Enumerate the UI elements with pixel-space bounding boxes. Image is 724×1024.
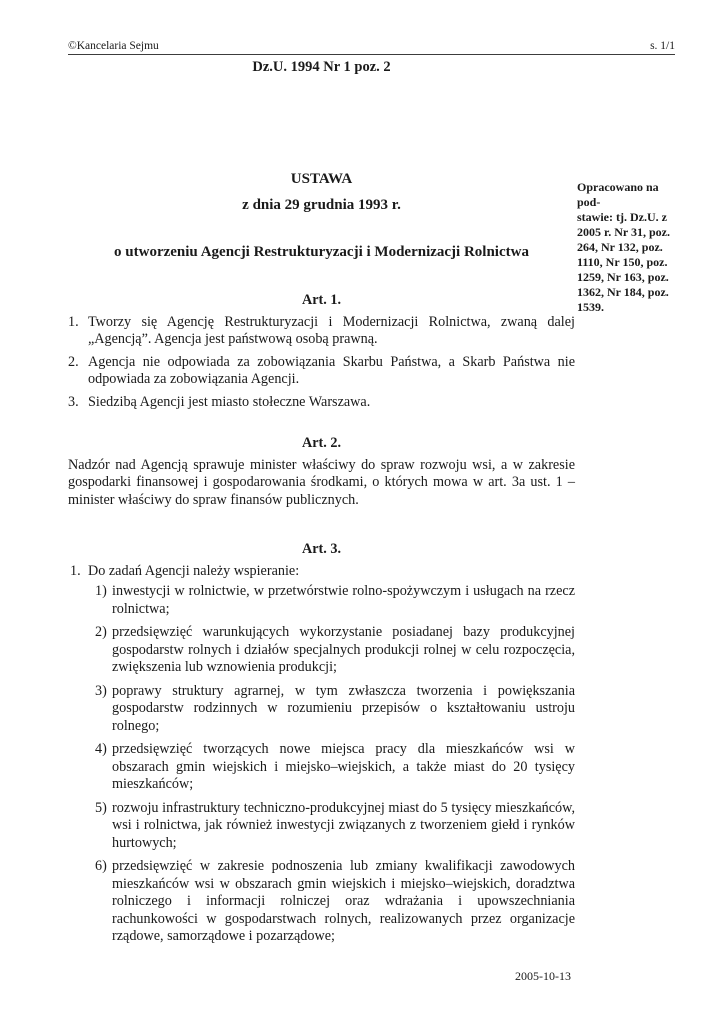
list-item <box>68 314 575 349</box>
article-2-heading: Art. 2. <box>301 435 341 451</box>
list-item <box>68 741 575 794</box>
item-marker: 1) <box>95 583 107 599</box>
item-text: Tworzy się Agencję Restrukturyzacji i Modernizacji Rolnictwa, zwaną dalej „Agencją”. Agencja jest państwową osobą prawną. <box>88 313 575 347</box>
item-marker: 5) <box>95 799 107 816</box>
side-note-line: Opracowano na pod- <box>577 180 659 209</box>
side-note-line: 1259, Nr 163, poz. <box>577 270 669 284</box>
list-item <box>68 583 575 618</box>
item-text: Do zadań Agencji należy wspieranie: <box>88 562 300 579</box>
item-text: rozwoju infrastruktury techniczno-produkcyjnej miast do 5 tysięcy mieszkańców, wsi i rolnictwa, jak również inwestycji związanych z tworzeniem giełd i rynków hurtowych; <box>112 799 575 851</box>
side-note-line: 2005 r. Nr 31, poz. <box>577 225 670 239</box>
law-type-title: USTAWA <box>290 171 353 187</box>
side-note-line: 1539. <box>577 300 604 314</box>
item-text: przedsięwzięć w zakresie podnoszenia lub zmiany kwalifikacji zawodowych mieszkańców wsi w obszarach gmin wiejskich i miejsko–wiejskich, doradztwa rolniczego i informacji rolniczej oraz wdrażania i upowszechniania rachunkowości w gospodarstwach rolnych, realizowanych przez organizacje rządowe, samorządowe i pozarządowe; <box>112 858 575 944</box>
article-3-section <box>68 541 575 946</box>
law-date-line: z dnia 29 grudnia 1993 r. <box>242 197 401 213</box>
item-text: przedsięwzięć warunkujących wykorzystanie posiadanej bazy produkcyjnej gospodarstw rolnych i działów specjalnych produkcji rolnej w celu rozpoczęcia, zwiększenia lub wznowienia produkcji; <box>112 624 575 675</box>
item-marker: 1. <box>68 313 79 330</box>
page-header <box>68 40 675 55</box>
list-item <box>68 394 575 412</box>
list-item <box>68 354 575 389</box>
side-note <box>577 180 677 315</box>
side-note-line: 1362, Nr 184, poz. <box>577 285 669 299</box>
copyright-label: ©Kancelaria Sejmu <box>68 40 159 52</box>
item-marker: 3. <box>68 393 79 410</box>
item-marker: 2. <box>68 353 79 370</box>
doc-number-title: Dz.U. 1994 Nr 1 poz. 2 <box>252 59 391 75</box>
side-note-line: 1110, Nr 150, poz. <box>577 255 668 269</box>
item-text: Siedzibą Agencji jest miasto stołeczne Warszawa. <box>88 393 371 410</box>
item-text: inwestycji w rolnictwie, w przetwórstwie rolno-spożywczym i usługach na rzecz rolnictwa; <box>112 583 575 617</box>
page-number-label: s. 1/1 <box>650 40 675 52</box>
article-2-section <box>68 435 575 509</box>
article-3-heading: Art. 3. <box>301 541 341 557</box>
article-1-section <box>68 292 575 411</box>
item-marker: 3) <box>95 682 107 699</box>
item-text: przedsięwzięć tworzących nowe miejsca pracy dla mieszkańców wsi w obszarach gmin wiejskich i miejsko–wiejskich, a także miast do 20 tysięcy mieszkańców; <box>112 741 575 792</box>
item-marker: 2) <box>95 624 107 640</box>
article-1-heading: Art. 1. <box>301 292 341 308</box>
item-marker: 1. <box>70 562 81 579</box>
item-marker: 6) <box>95 858 107 874</box>
article-2-body: Nadzór nad Agencją sprawuje minister właściwy do spraw rozwoju wsi, a w zakresie gospodarki finansowej i gospodarowania środkami, o których mowa w art. 3a ust. 1 – minister właściwy do spraw finansów publicznych. <box>68 456 575 508</box>
side-note-line: stawie: tj. Dz.U. z <box>577 210 667 224</box>
list-item <box>68 624 575 677</box>
article-3-intro <box>68 563 575 581</box>
list-item <box>68 858 575 946</box>
item-marker: 4) <box>95 741 107 757</box>
item-text: poprawy struktury agrarnej, w tym zwłaszcza tworzenia i powiększania gospodarstw rodzinnych w rozumieniu przepisów o kształtowaniu ustroju rolnego; <box>112 682 575 734</box>
document-body <box>68 292 575 952</box>
footer-date: 2005-10-13 <box>515 969 571 983</box>
list-item <box>68 800 575 853</box>
list-item <box>68 683 575 736</box>
side-note-line: 264, Nr 132, poz. <box>577 240 663 254</box>
law-subject-line: o utworzeniu Agencji Restrukturyzacji i Modernizacji Rolnictwa <box>114 244 529 260</box>
item-text: Agencja nie odpowiada za zobowiązania Skarbu Państwa, a Skarb Państwa nie odpowiada za zobowiązania Agencji. <box>88 353 575 387</box>
